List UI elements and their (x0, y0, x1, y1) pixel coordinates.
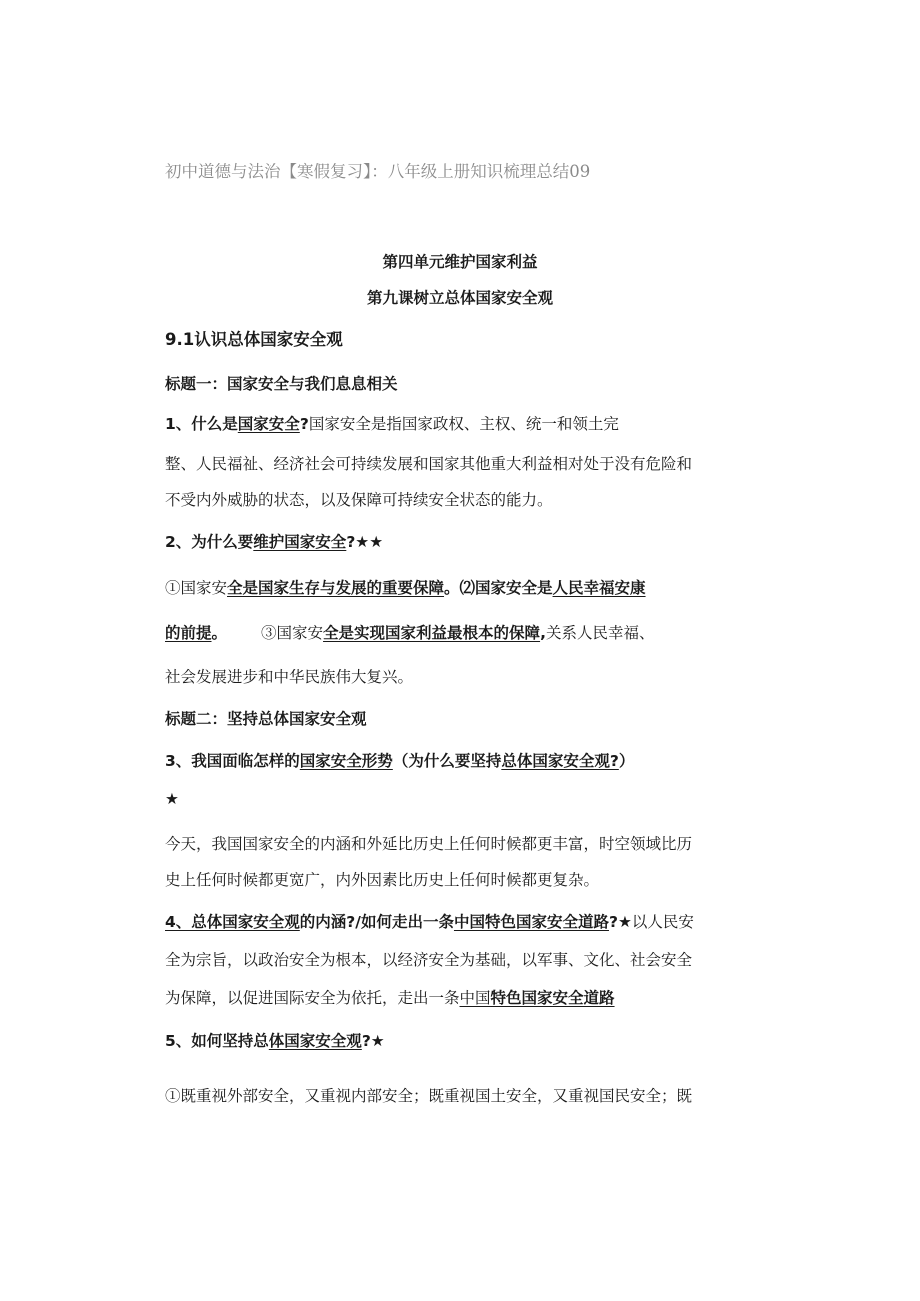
q5-term: 体国家安全观 (268, 1032, 362, 1050)
q4-l3-c: 特色国家安全道路 (490, 989, 615, 1007)
q1-line3: 不受内外威胁的状态，以及保障可持续安全状态的能力。 (165, 491, 553, 509)
q5-suffix: ?★ (361, 1032, 385, 1050)
q5-line1: ①既重视外部安全，又重视内部安全；既重视国土安全，又重视国民安全；既 (165, 1087, 693, 1105)
q3-term: 国家安全形势 (299, 752, 393, 770)
q2-term: 维护国家安全 (253, 533, 347, 551)
q2-l2-b: 。 (211, 624, 228, 642)
heading-one: 标题一：国家安全与我们息息相关 (165, 375, 398, 393)
q4-line3 (165, 986, 615, 1008)
q2-l1-a: ①国家安 (165, 579, 228, 597)
lesson-title: 第九课树立总体国家安全观 (366, 289, 553, 307)
q4-line2: 全为宗旨，以政治安全为根本，以经济安全为基础，以军事、文化、社会安全 (165, 951, 693, 969)
q5-heading (165, 1029, 385, 1051)
q1-line1 (165, 412, 619, 434)
q1-term: 国家安全 (237, 415, 300, 433)
section-title: 9.1认识总体国家安全观 (165, 330, 343, 349)
q1-qmark: ? (299, 415, 309, 433)
q2-l2-c: ③国家安 (261, 624, 324, 642)
q4-l3-a: 为保障，以促进国际安全为依托，走出一条 (165, 989, 460, 1007)
q2-l2-a: 的前提 (165, 624, 212, 642)
q1-prefix: 1、什么是 (165, 415, 238, 433)
q3-line2: 史上任何时候都更宽广，内外因素比历史上任何时候都更复杂。 (165, 871, 600, 889)
q2-heading (165, 530, 383, 552)
q3-line1: 今天，我国国家安全的内涵和外延比历史上任何时候都更丰富，时空领域比历 (165, 835, 693, 853)
q2-l1-d: 人民幸福安康 (552, 579, 646, 597)
q5-prefix: 5、如何坚持总 (165, 1032, 269, 1050)
q4-l3-b: 中国 (459, 989, 491, 1007)
q2-line2 (165, 621, 654, 643)
q4-part5: 以人民安 (631, 913, 694, 931)
q2-line1 (165, 576, 646, 598)
q1-line2: 整、人民福祉、经济社会可持续发展和国家其他重大利益相对处于没有危险和 (165, 455, 693, 473)
q2-line3: 社会发展进步和中华民族伟大复兴。 (165, 668, 414, 686)
heading-two: 标题二：坚持总体国家安全观 (165, 710, 367, 728)
q3-star: ★ (165, 790, 179, 808)
unit-title: 第四单元维护国家利益 (382, 253, 538, 271)
q2-l2-d: 全是实现国家利益最根本的保障 (323, 624, 541, 642)
q1-line1-text: 国家安全是指国家政权、主权、统一和领土完 (308, 415, 619, 433)
q3-prefix: 3、我国面临怎样的 (165, 752, 300, 770)
q2-suffix: ?★★ (346, 533, 384, 551)
q4-part1: 4、总体国家安全观 (165, 913, 300, 931)
document-header-title: 初中道德与法治【寒假复习】：八年级上册知识梳理总结09 (165, 162, 591, 181)
q3-term2: 总体国家安全观? (501, 752, 619, 770)
q3-end: ） (618, 752, 635, 770)
q2-l2-f: 关系人民幸福、 (545, 624, 655, 642)
q2-l1-b: 全是国家生存与发展的重要保障 (227, 579, 445, 597)
q2-l1-c: 。⑵国家安全是 (444, 579, 553, 597)
q2-prefix: 2、为什么要 (165, 533, 254, 551)
q3-mid: （为什么要坚持 (392, 752, 502, 770)
q4-part3: 中国特色国家安全道路 (453, 913, 609, 931)
q3-heading (165, 749, 634, 771)
q4-line1 (165, 910, 694, 932)
q2-l2-e: , (540, 624, 546, 642)
q4-part4: ?★ (608, 913, 632, 931)
q4-part2: 的内涵?/如何走出一条 (299, 913, 454, 931)
